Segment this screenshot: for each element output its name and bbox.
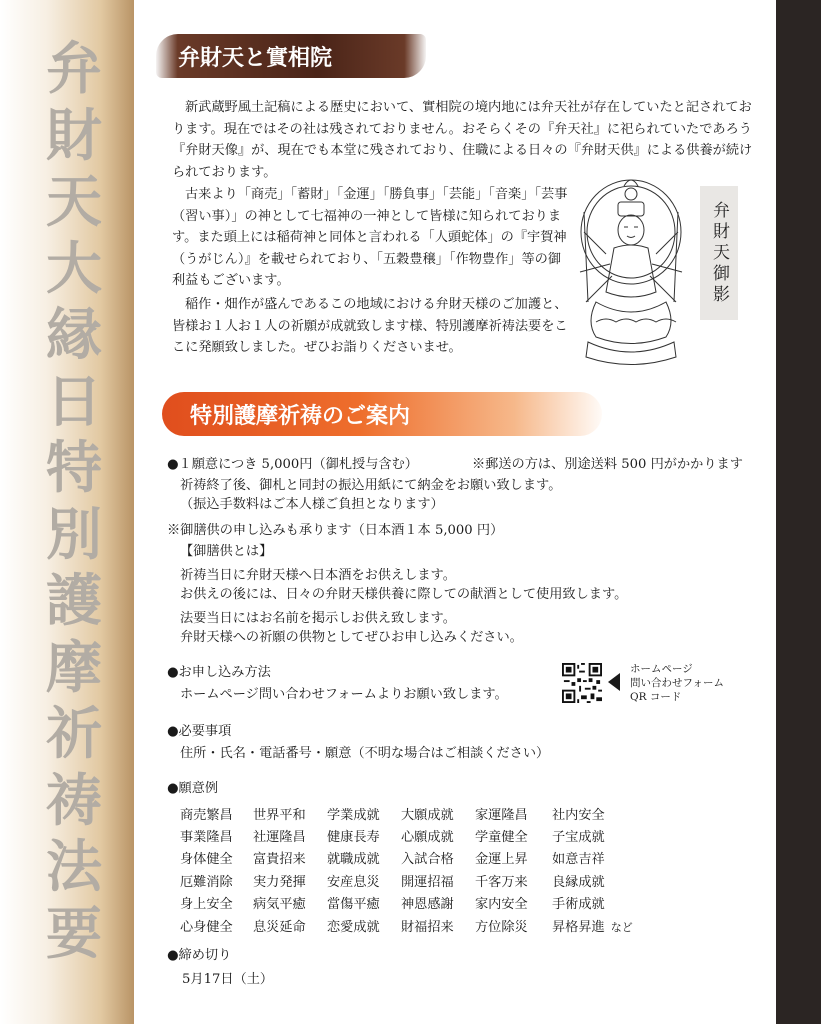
right-dark-band: [776, 0, 821, 1024]
left-decorative-band: [0, 0, 134, 1024]
wish-item: [552, 916, 633, 935]
wish-item: 家内安全: [475, 897, 528, 913]
wish-item: 千客万来: [475, 874, 528, 890]
wish-item: 開運招福: [401, 874, 454, 890]
intro-paragraph-1: 新武蔵野風土記稿による歴史において、實相院の境内地には弁天社が存在していたと記されております。現在ではその社は残されておりません。おそらくその『弁天社』に祀られていたであろう『弁財天像』が、現在でも本堂に残されており、住職による日々の『弁財天供』による供養が続けられております。: [172, 100, 753, 180]
gozen-line-3: 法要当日にはお名前を掲示しお供え致します。: [180, 611, 456, 626]
wish-item: 手術成就: [552, 897, 605, 913]
wish-item: 方位除災: [475, 919, 528, 935]
wish-item: 社運隆昌: [253, 830, 306, 846]
wishes-row: [180, 847, 626, 869]
intro-paragraph-3: 稲作・畑作が盛んであるこの地域における弁財天様のご加護と、皆様お１人お１人の祈願が成就致します様、特別護摩祈祷法要をここに発願致しました。ぜひお詣りくださいませ。: [172, 297, 568, 356]
benzaiten-illustration: [566, 172, 696, 372]
wish-item: 神恩感謝: [401, 897, 454, 913]
wishes-row: [180, 914, 633, 936]
section-heading-text: 弁財天と實相院: [178, 44, 333, 71]
wishes-suffix: など: [610, 920, 633, 934]
deadline-text: 5月17日（土）: [182, 972, 274, 987]
wish-item: 當傷平癒: [327, 897, 380, 913]
left-pointer-icon: [608, 673, 620, 691]
vertical-event-title: 弁財天大縁日特別護摩祈祷法要: [46, 36, 102, 967]
wishes-row: [180, 869, 626, 891]
wish-item: 商売繁昌: [180, 807, 233, 823]
wish-item: 入試合格: [401, 852, 454, 868]
section-heading-guide: [162, 392, 602, 436]
deadline-heading: ●締め切り: [167, 948, 232, 963]
qr-caption: [630, 662, 724, 704]
required-text: 住所・氏名・電話番号・願意（不明な場合はご相談ください）: [180, 746, 550, 761]
wish-item: 大願成就: [401, 807, 454, 823]
wish-item: 金運上昇: [475, 852, 528, 868]
gozen-heading: 【御膳供とは】: [180, 544, 273, 559]
section-heading-benzaiten: [156, 34, 426, 78]
wish-item: 財福招来: [401, 919, 454, 935]
wishes-grid: [180, 802, 633, 936]
apply-heading: ●お申し込み方法: [167, 665, 271, 680]
wish-item: 厄難消除: [180, 874, 233, 890]
wish-item: 心願成就: [401, 830, 454, 846]
qr-caption-line: 問い合わせフォーム: [630, 677, 724, 689]
wish-item: 健康長寿: [327, 830, 380, 846]
wish-item: 心身健全: [180, 919, 233, 935]
wish-item: 身体健全: [180, 852, 233, 868]
fee-detail-2: （振込手数料はご本人様ご負担となります）: [180, 497, 444, 512]
wish-item: 学童健全: [475, 830, 528, 846]
section-heading-text: 特別護摩祈祷のご案内: [190, 402, 411, 429]
wishes-row: [180, 892, 626, 914]
wish-item: 安産息災: [327, 874, 380, 890]
figure-caption: 弁財天御影: [700, 186, 738, 320]
wish-item: 学業成就: [327, 807, 380, 823]
wish-item: 良縁成就: [552, 874, 605, 890]
fee-detail-1: 祈祷終了後、御札と同封の振込用紙にて納金をお願い致します。: [180, 478, 562, 493]
required-heading: ●必要事項: [167, 724, 232, 739]
wish-item-text: 昇格昇進: [552, 919, 605, 935]
wishes-heading: ●願意例: [167, 781, 219, 796]
wish-item: 実力発揮: [253, 874, 306, 890]
qr-caption-line: ホームページ: [630, 663, 693, 675]
qr-code-icon[interactable]: [562, 663, 602, 703]
gozen-line-1: 祈祷当日に弁財天様へ日本酒をお供えします。: [180, 568, 456, 583]
wish-item: 世界平和: [253, 807, 306, 823]
wish-item: 社内安全: [552, 807, 605, 823]
wish-item: 富貴招来: [253, 852, 306, 868]
qr-caption-line: QR コード: [630, 691, 682, 703]
postal-note: ※郵送の方は、別途送料 500 円がかかります: [472, 457, 743, 472]
apply-text: ホームページ問い合わせフォームよりお願い致します。: [180, 687, 508, 702]
wish-item: 病気平癒: [253, 897, 306, 913]
wish-item: 恋愛成就: [327, 919, 380, 935]
wishes-row: [180, 802, 626, 824]
wish-item: 子宝成就: [552, 830, 605, 846]
gozen-line-2: お供えの後には、日々の弁財天様供養に際しての献酒として使用致します。: [180, 587, 628, 602]
intro-paragraph-2: 古来より「商売」「蓄財」「金運」「勝負事」「芸能」「音楽」「芸事（習い事）」の神として七福神の一神として皆様に知られております。また頭上には稲荷神と同体と言われる「人頭蛇体」の『宇賀神（うがじん）』を載せられており、「五穀豊穣」「作物豊作」等の御利益もございます。: [172, 187, 568, 289]
wish-item: 息災延命: [253, 919, 306, 935]
gozen-note: ※御膳供の申し込みも承ります（日本酒１本 5,000 円）: [167, 523, 504, 538]
wish-item: 家運隆昌: [475, 807, 528, 823]
wish-item: 身上安全: [180, 897, 233, 913]
wish-item: 事業隆昌: [180, 830, 233, 846]
fee-line: ●１願意につき 5,000円（御札授与含む）: [167, 457, 418, 472]
gozen-line-4: 弁財天様への祈願の供物としてぜひお申し込みください。: [180, 630, 523, 645]
wishes-row: [180, 824, 626, 846]
wish-item: 就職成就: [327, 852, 380, 868]
wish-item: 如意吉祥: [552, 852, 605, 868]
